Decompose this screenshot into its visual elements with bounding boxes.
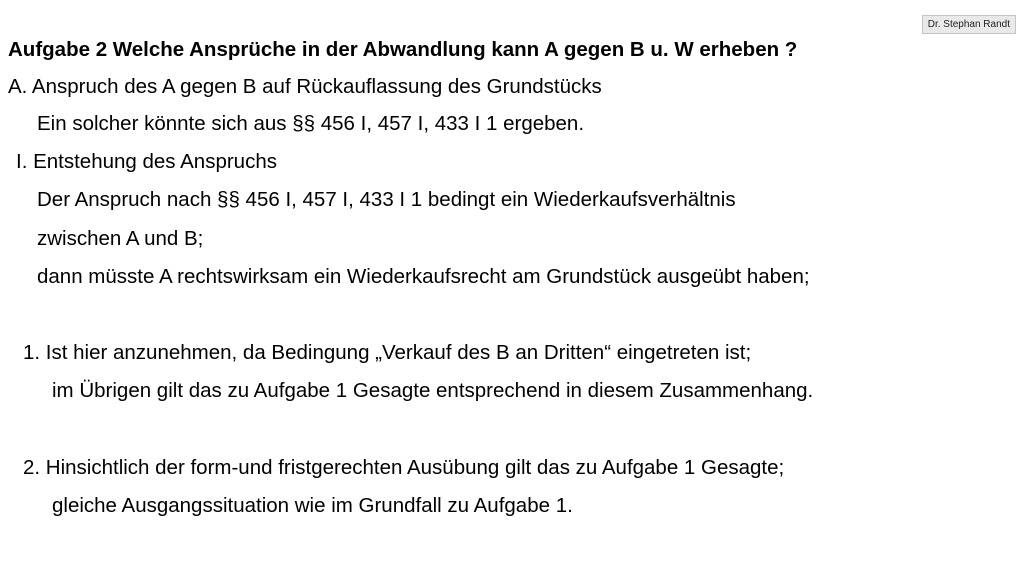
point-1-line-2: im Übrigen gilt das zu Aufgabe 1 Gesagte entsprechend in diesem Zusammenhang. — [52, 379, 814, 402]
condition-text-line-2: zwischen A und B; — [37, 227, 204, 250]
condition-text-line-3: dann müsste A rechtswirksam ein Wiederkaufsrecht am Grundstück ausgeübt haben; — [37, 265, 810, 288]
point-1-line-1: 1. Ist hier anzunehmen, da Bedingung „Verkauf des B an Dritten“ eingetreten ist; — [23, 341, 752, 364]
condition-text-line-1: Der Anspruch nach §§ 456 I, 457 I, 433 I 1 bedingt ein Wiederkaufsverhältnis — [37, 188, 736, 211]
point-2-line-2: gleiche Ausgangssituation wie im Grundfall zu Aufgabe 1. — [52, 494, 573, 517]
slide-title: Aufgabe 2 Welche Ansprüche in der Abwandlung kann A gegen B u. W erheben ? — [8, 38, 798, 61]
subsection-i-heading: I. Entstehung des Anspruchs — [16, 150, 277, 173]
section-a-heading: A. Anspruch des A gegen B auf Rückauflassung des Grundstücks — [8, 75, 602, 98]
point-2-line-1: 2. Hinsichtlich der form-und fristgerechten Ausübung gilt das zu Aufgabe 1 Gesagte; — [23, 456, 785, 479]
section-a-intro: Ein solcher könnte sich aus §§ 456 I, 457 I, 433 I 1 ergeben. — [37, 112, 585, 135]
author-badge: Dr. Stephan Randt — [922, 15, 1016, 34]
